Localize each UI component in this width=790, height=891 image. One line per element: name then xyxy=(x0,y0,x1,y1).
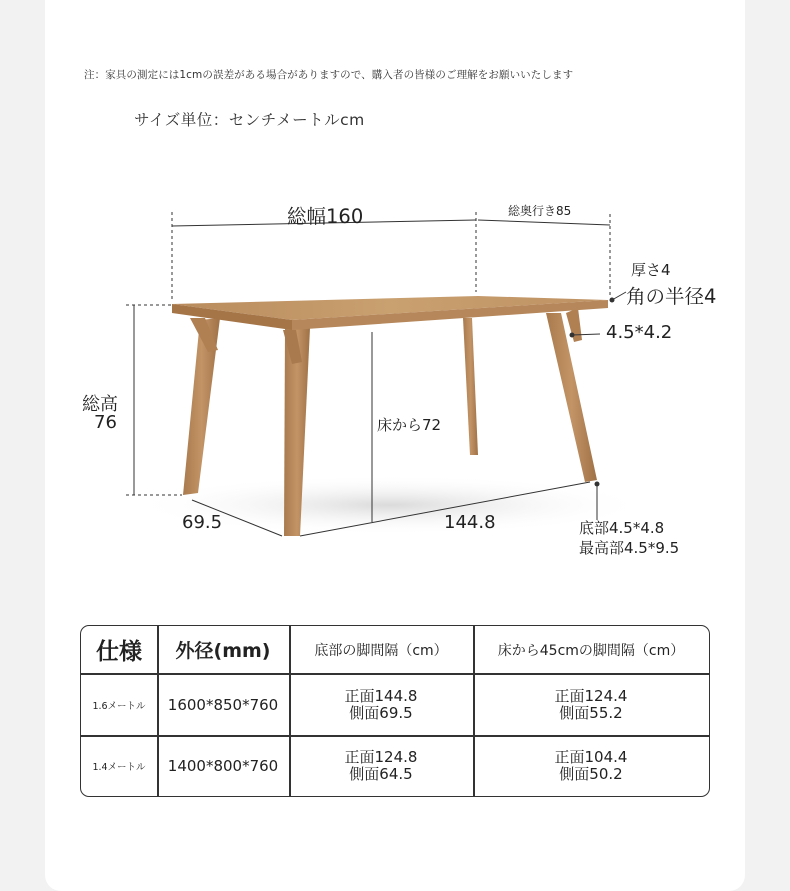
row-size: 1.4メートル xyxy=(92,762,146,773)
header-45cm-gap: 床から45cmの脚間隔（cm） xyxy=(497,642,685,659)
spec-table xyxy=(80,625,710,797)
row-bottom-gap xyxy=(289,674,473,735)
depth-dimension-line xyxy=(478,220,610,225)
table-row xyxy=(81,674,709,735)
back-right-leg xyxy=(463,318,478,455)
total-width-label: 総幅160 xyxy=(287,205,364,228)
bottom-side-gap: 側面69.5 xyxy=(349,703,413,722)
front-gap-label: 144.8 xyxy=(444,512,496,533)
row-outer-size: 1600*850*760 xyxy=(167,695,279,714)
measurement-note: 注：家具の測定には1cmの誤差がある場合がありますので、購入者の皆様のご理解をお願いいたします xyxy=(84,69,574,81)
bottom-size-label: 底部4.5*4.8 xyxy=(579,519,665,537)
h45-side-gap: 側面55.2 xyxy=(559,703,623,722)
floor-height-label: 床から72 xyxy=(377,416,442,434)
top-size-label: 最高部4.5*9.5 xyxy=(579,539,680,557)
total-height-value: 76 xyxy=(94,412,117,433)
h45-front-gap: 正面124.4 xyxy=(554,686,628,705)
total-height-label: 総高 xyxy=(82,394,118,415)
side-gap-label: 69.5 xyxy=(182,512,223,533)
header-spec: 仕様 xyxy=(96,639,142,665)
header-bottom-gap: 底部の脚間隔（cm） xyxy=(314,642,448,659)
corner-radius-label: 角の半径4 xyxy=(626,285,717,308)
column-divider xyxy=(157,626,159,796)
leg-section-label: 4.5*4.2 xyxy=(606,322,673,343)
header-outer-size: 外径(mm) xyxy=(175,640,271,662)
right-front-leg xyxy=(546,313,597,482)
row-bottom-gap xyxy=(289,736,473,796)
row-size: 1.6メートル xyxy=(92,700,146,712)
corner-marker xyxy=(610,298,615,303)
row-45cm-gap xyxy=(473,736,709,796)
leg-section-marker xyxy=(570,333,575,338)
bottom-front-gap: 正面124.8 xyxy=(344,748,418,766)
column-divider xyxy=(289,626,291,796)
h45-front-gap: 正面104.4 xyxy=(554,748,628,766)
h45-side-gap: 側面50.2 xyxy=(559,765,623,783)
bottom-front-gap: 正面144.8 xyxy=(344,686,418,705)
bottom-marker xyxy=(595,482,600,487)
column-divider xyxy=(473,626,475,796)
spec-header-row xyxy=(81,626,709,673)
size-unit-label: サイズ単位：センチメートルcm xyxy=(134,111,365,129)
bottom-side-gap: 側面64.5 xyxy=(349,765,413,783)
row-outer-size: 1400*800*760 xyxy=(167,757,279,775)
row-45cm-gap xyxy=(473,674,709,735)
total-depth-label: 総奥行き85 xyxy=(508,204,572,218)
thickness-label: 厚さ4 xyxy=(631,261,671,279)
table-row xyxy=(81,736,709,796)
right-leg-brace xyxy=(566,308,582,342)
